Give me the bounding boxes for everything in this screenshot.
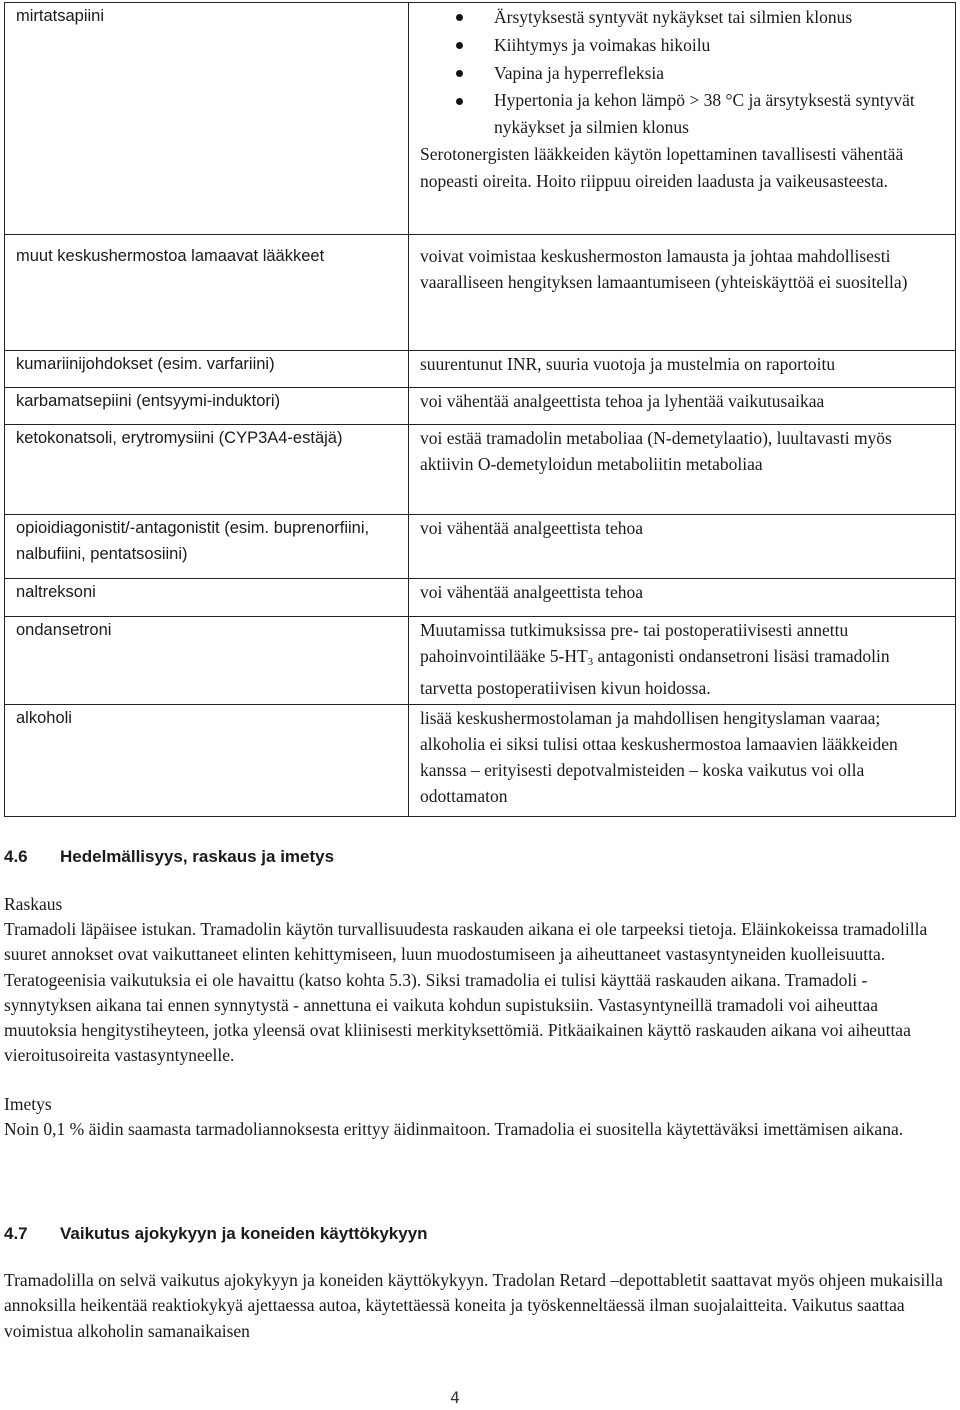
table-row: [5, 388, 956, 425]
section-number: 4.6: [4, 847, 28, 866]
drug-name: muut keskushermostoa lamaavat lääkkeet: [16, 247, 325, 265]
pregnancy-text: Tramadoli läpäisee istukan. Tramadolin käytön turvallisuudesta raskauden aikana ei ole tarpeeksi tietoja. Eläinkokeissa tramadolilla suuret annokset ovat vaikuttaneet elinten kehittymiseen, luun muodostumiseen ja aiheuttaneet vastasyntyneiden kuolleisuutta. Teratogeenisia vaikutuksia ei ole havaittu (katso kohta 5.3). Siksi tramadolia ei tulisi käyttää raskauden aikana. Tramadoli - synnytyksen aikana tai ennen synnytystä - annettuna ei vaikuta kohdun supistuksiin. Vastasyntyneillä tramadoli voi aiheuttaa muutoksia hengitystiheyteen, jotka yleensä ovat kliinisesti merkityksettömiä. Pitkäaikainen käyttö raskauden aikana voi aiheuttaa vieroitusoireita vastasyntyneelle.: [4, 919, 928, 1066]
list-item: Hypertonia ja kehon lämpö > 38 °C ja ärsytyksestä syntyvät nykäykset ja silmien klonus: [494, 87, 945, 141]
drug-name: karbamatsepiini (entsyymi-induktori): [16, 392, 281, 410]
drug-name: ondansetroni: [16, 621, 112, 639]
effect-text-pre: Muutamissa tutkimuksissa pre- tai postoperatiivisesti annettu pahoinvointilääke 5-HT: [420, 620, 849, 666]
effect-text: voi vähentää analgeettista tehoa ja lyhentää vaikutusaikaa: [420, 391, 825, 411]
drug-name: ketokonatsoli, erytromysiini (CYP3A4-estäjä): [16, 429, 343, 447]
drug-cell: [5, 3, 409, 235]
section-text: Tramadolilla on selvä vaikutus ajokykyyn ja koneiden käyttökykyyn. Tradolan Retard –depottabletit saattavat myös ohjeen mukaisilla annoksilla heikentää reaktiokykyä ajettaessa autoa, käytettäessä koneita ja työskenneltäessä ilman suojalaitteita. Vaikutus saattaa voimistua alkoholin samanaikaisen: [4, 1270, 943, 1341]
table-row: [5, 617, 956, 705]
list-item: Ärsytyksestä syntyvät nykäykset tai silmien klonus: [494, 3, 945, 31]
effect-cell: [409, 515, 956, 579]
page-number: 4: [450, 1388, 460, 1407]
section-heading: [4, 845, 954, 869]
drug-cell: [5, 235, 409, 351]
drug-cell: [5, 705, 409, 817]
effect-cell: [409, 388, 956, 425]
symptom-list: [420, 3, 945, 141]
interactions-table: [4, 2, 956, 817]
effect-text: [420, 617, 945, 701]
effect-cell: [409, 3, 956, 235]
effect-cell: [409, 617, 956, 705]
drug-cell: [5, 617, 409, 705]
effect-cell: [409, 579, 956, 617]
effect-cell: [409, 235, 956, 351]
effect-cell: [409, 425, 956, 515]
effect-text: lisää keskushermostolaman ja mahdollisen hengityslaman vaaraa; alkoholia ei siksi tulisi ottaa keskushermostoa lamaavien lääkkeiden kanssa – erityisesti depotvalmisteiden – koska vaikutus voi olla odottamaton: [420, 708, 898, 806]
effect-text: voi vähentää analgeettista tehoa: [420, 582, 644, 602]
effect-text: voivat voimistaa keskushermoston lamausta ja johtaa mahdollisesti vaaralliseen hengityksen lamaantumiseen (yhteiskäyttöä ei suositella): [420, 246, 908, 292]
section-title: Vaikutus ajokykyyn ja koneiden käyttökykyyn: [60, 1224, 428, 1243]
effect-text-post: antagonisti ondansetroni lisäsi tramadolin tarvetta postoperatiivisen kivun hoidossa.: [420, 646, 890, 698]
section-title: Hedelmällisyys, raskaus ja imetys: [60, 847, 335, 866]
lactation-heading: Imetys: [4, 1093, 52, 1114]
section-4-7: [4, 1222, 954, 1344]
drug-name: alkoholi: [16, 709, 72, 727]
pregnancy-heading: Raskaus: [4, 894, 63, 914]
drug-name: mirtatsapiini: [16, 7, 105, 25]
section-4-6: [4, 845, 954, 1142]
table-row: [5, 235, 956, 351]
table-row: [5, 425, 956, 515]
effect-text: suurentunut INR, suuria vuotoja ja mustelmia on raportoitu: [420, 354, 836, 374]
section-heading: [4, 1222, 954, 1246]
effect-text: voi vähentää analgeettista tehoa: [420, 518, 644, 538]
table-row: [5, 3, 956, 235]
effect-text: voi estää tramadolin metaboliaa (N-demetylaatio), luultavasti myös aktiivin O-demetyloidun metaboliitin metaboliaa: [420, 428, 892, 474]
table-row: [5, 515, 956, 579]
drug-cell: [5, 515, 409, 579]
table-row: [5, 351, 956, 388]
table-row: [5, 705, 956, 817]
lactation-text: Noin 0,1 % äidin saamasta tarmadoliannoksesta erittyy äidinmaitoon. Tramadolia ei suositella käytettäväksi imettämisen aikana.: [4, 1118, 904, 1139]
effect-cell: [409, 705, 956, 817]
drug-name: kumariinijohdokset (esim. varfariini): [16, 355, 275, 373]
drug-name: naltreksoni: [16, 583, 96, 601]
section-number: 4.7: [4, 1224, 28, 1243]
list-item: Kiihtymys ja voimakas hikoilu: [494, 31, 945, 59]
drug-cell: [5, 425, 409, 515]
list-item: Vapina ja hyperrefleksia: [494, 59, 945, 87]
drug-name: opioidiagonistit/-antagonistit (esim. buprenorfiini, nalbufiini, pentatsosiini): [16, 519, 370, 563]
subscript: 3: [587, 656, 594, 668]
drug-cell: [5, 351, 409, 388]
table-row: [5, 579, 956, 617]
effect-text: Serotonergisten lääkkeiden käytön lopettaminen tavallisesti vähentää nopeasti oireita. Hoito riippuu oireiden laadusta ja vaikeusasteesta.: [420, 144, 904, 191]
drug-cell: [5, 579, 409, 617]
effect-cell: [409, 351, 956, 388]
drug-cell: [5, 388, 409, 425]
